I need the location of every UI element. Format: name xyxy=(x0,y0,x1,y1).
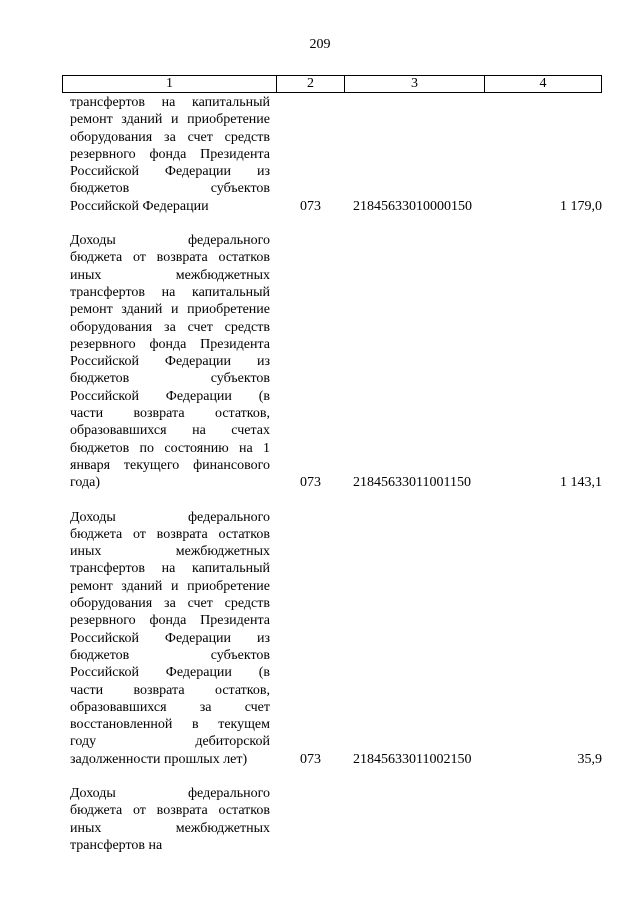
column-header-1: 1 xyxy=(63,76,277,92)
column-header-2: 2 xyxy=(277,76,345,92)
row-description xyxy=(70,94,270,215)
admin-code: 073 xyxy=(300,475,321,491)
description-line: Доходы федерального xyxy=(70,233,270,249)
description-line: января текущего финансового xyxy=(70,457,270,473)
description-line: Российской Федерации xyxy=(70,198,209,214)
description-line: ремонт зданий и приобретение xyxy=(70,302,270,318)
description-line: оборудования за счет средств xyxy=(70,319,270,335)
description-line: части возврата остатков, xyxy=(70,406,270,422)
amount: 1 143,1 xyxy=(560,475,602,491)
description-line: бюджета от возврата остатков xyxy=(70,250,270,266)
description-line: бюджета от возврата остатков xyxy=(70,526,270,542)
table-body xyxy=(70,94,610,871)
row-description xyxy=(70,509,270,768)
description-line: Российской Федерации из xyxy=(70,354,270,370)
description-line: оборудования за счет средств xyxy=(70,129,270,145)
description-line: бюджетов субъектов xyxy=(70,371,270,387)
description-line: года) xyxy=(70,475,100,491)
description-line: иных межбюджетных xyxy=(70,820,270,836)
description-line: году дебиторской xyxy=(70,734,270,750)
description-line: резервного фонда Президента xyxy=(70,146,270,162)
description-line: оборудования за счет средств xyxy=(70,596,270,612)
column-header-4: 4 xyxy=(539,76,547,91)
description-line: бюджетов по состоянию на 1 xyxy=(70,440,270,456)
description-line: бюджетов субъектов xyxy=(70,647,270,663)
description-line: ремонт зданий и приобретение xyxy=(70,112,270,128)
table-row xyxy=(70,509,610,768)
description-line: части возврата остатков, xyxy=(70,682,270,698)
budget-classification-code: 21845633011002150 xyxy=(353,751,472,767)
table-row xyxy=(70,94,610,215)
description-line: образовавшихся за счет xyxy=(70,699,270,715)
column-header-3: 3 xyxy=(345,76,485,92)
description-line: Доходы федерального xyxy=(70,785,270,801)
description-line: Российской Федерации из xyxy=(70,630,270,646)
description-line: резервного фонда Президента xyxy=(70,336,270,352)
table-row xyxy=(70,785,610,854)
description-line: задолженности прошлых лет) xyxy=(70,751,248,767)
budget-classification-code: 21845633010000150 xyxy=(353,198,472,214)
row-description xyxy=(70,785,270,854)
description-line: Российской Федерации (в xyxy=(70,665,270,681)
description-line: образовавшихся на счетах xyxy=(70,423,270,439)
description-line: восстановленной в текущем xyxy=(70,717,270,733)
row-description xyxy=(70,232,270,491)
table-row xyxy=(70,232,610,491)
description-line: Доходы федерального xyxy=(70,509,270,525)
page-number: 209 xyxy=(309,37,331,52)
description-line: трансфертов на капитальный xyxy=(70,95,270,110)
description-line: Российской Федерации из xyxy=(70,164,270,180)
description-line: Российской Федерации (в xyxy=(70,388,270,404)
column-header-row xyxy=(62,75,602,93)
description-line: трансфертов на xyxy=(70,837,163,853)
description-line: бюджетов субъектов xyxy=(70,181,270,197)
amount: 35,9 xyxy=(577,751,602,767)
amount: 1 179,0 xyxy=(560,198,602,214)
admin-code: 073 xyxy=(300,198,321,214)
budget-classification-code: 21845633011001150 xyxy=(353,475,471,491)
description-line: трансфертов на капитальный xyxy=(70,561,270,577)
description-line: бюджета от возврата остатков xyxy=(70,803,270,819)
description-line: иных межбюджетных xyxy=(70,267,270,283)
description-line: иных межбюджетных xyxy=(70,544,270,560)
description-line: трансфертов на капитальный xyxy=(70,284,270,300)
description-line: резервного фонда Президента xyxy=(70,613,270,629)
admin-code: 073 xyxy=(300,751,321,767)
description-line: ремонт зданий и приобретение xyxy=(70,578,270,594)
